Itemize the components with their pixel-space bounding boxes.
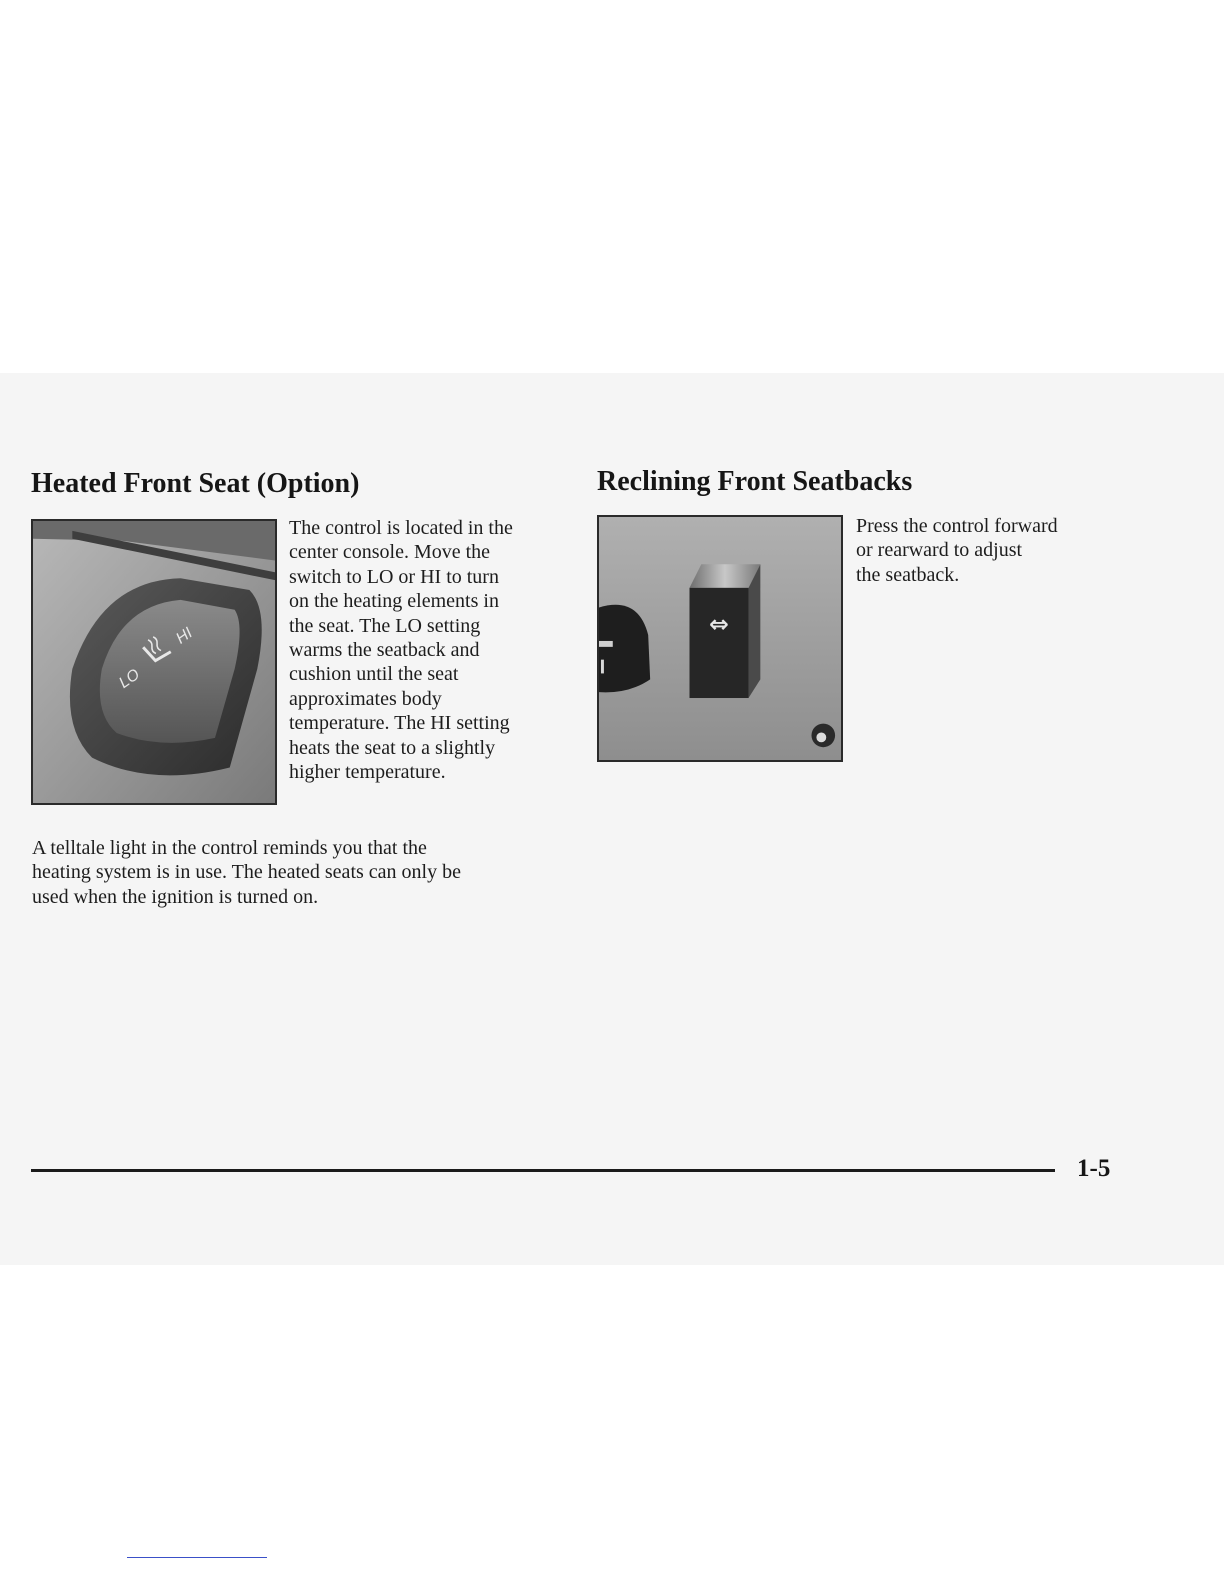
body-line: or rearward to adjust bbox=[856, 539, 1023, 562]
body-line: on the heating elements in bbox=[289, 590, 499, 613]
body-line: heating system is in use. The heated seats can only be bbox=[32, 861, 461, 884]
footer-divider bbox=[31, 1169, 1055, 1172]
heated-seat-heading: Heated Front Seat (Option) bbox=[31, 468, 360, 499]
bidirectional-arrow-icon: ⇔ bbox=[709, 610, 729, 639]
lo-label: LO bbox=[116, 665, 143, 692]
seatback-control-photo bbox=[597, 515, 843, 762]
body-line: heats the seat to a slightly bbox=[289, 736, 496, 759]
body-line: Press the control forward bbox=[856, 515, 1058, 537]
body-line: center console. Move the bbox=[289, 541, 491, 564]
heated-seat-switch-photo bbox=[31, 519, 277, 805]
body-line: approximates body bbox=[289, 687, 442, 710]
telltale-light-description bbox=[32, 836, 552, 909]
body-line: temperature. The HI setting bbox=[289, 712, 510, 735]
seatback-control-illustration bbox=[599, 517, 841, 760]
bottom-accent-line bbox=[127, 1557, 267, 1558]
body-line: higher temperature. bbox=[289, 761, 446, 784]
seatback-description bbox=[856, 514, 1106, 587]
body-line: warms the seatback and bbox=[289, 639, 480, 662]
hi-label: HI bbox=[173, 624, 196, 648]
page-number: 1-5 bbox=[1077, 1155, 1111, 1182]
body-line: The control is located in the bbox=[289, 517, 513, 539]
page-content-area bbox=[0, 373, 1224, 1265]
heated-seat-description bbox=[289, 516, 559, 784]
body-line: used when the ignition is turned on. bbox=[32, 885, 319, 908]
body-line: switch to LO or HI to turn bbox=[289, 565, 499, 588]
body-line: cushion until the seat bbox=[289, 663, 459, 686]
body-line: the seatback. bbox=[856, 563, 960, 586]
reclining-seatbacks-heading: Reclining Front Seatbacks bbox=[597, 466, 913, 497]
body-line: A telltale light in the control reminds you that the bbox=[32, 837, 427, 859]
heated-seat-switch-illustration bbox=[33, 521, 275, 803]
body-line: the seat. The LO setting bbox=[289, 614, 481, 637]
